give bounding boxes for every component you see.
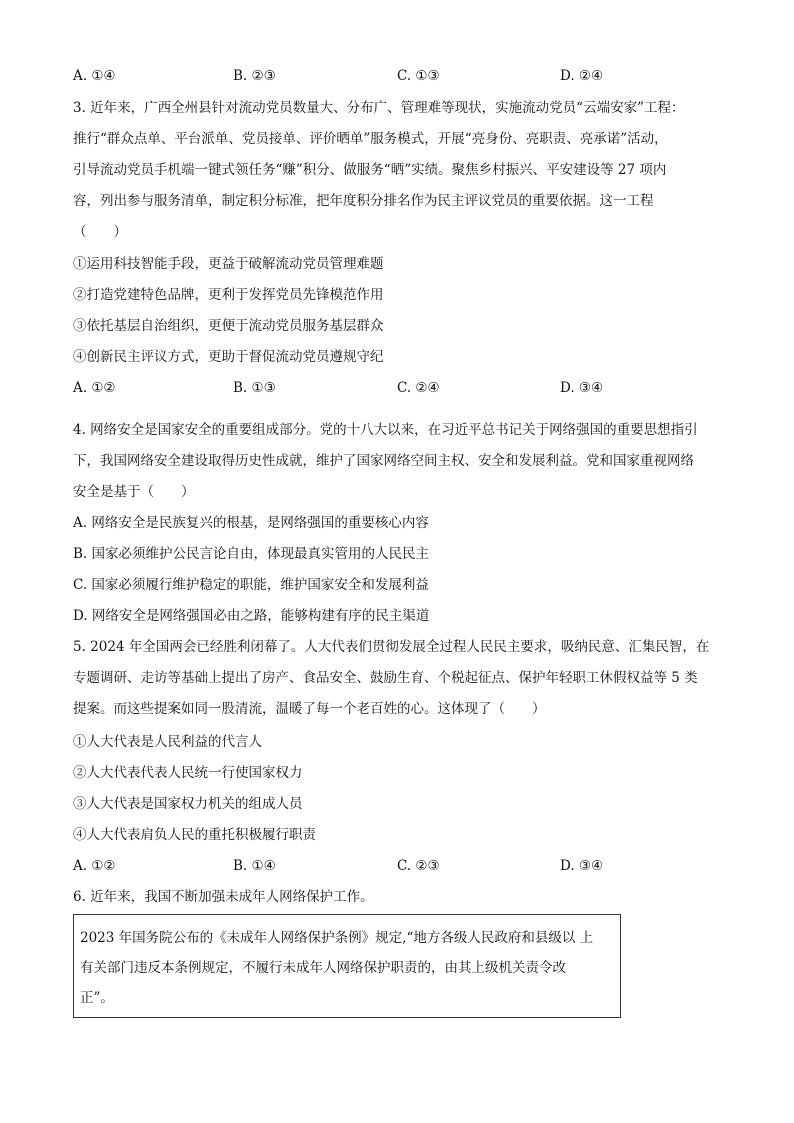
q4-choice-c: C. 国家必须履行维护稳定的职能，维护国家安全和发展利益 — [73, 577, 429, 593]
q5-statement-4: ④人大代表肩负人民的重托积极履行职责 — [73, 827, 316, 843]
q6-quote-box — [73, 914, 621, 1018]
q5-options — [73, 856, 633, 876]
q2-option-c: C. ①③ — [397, 68, 440, 84]
q6-quote-line-2: 有关部门违反本条例规定，不履行未成年人网络保护职责的，由其上级机关责令改 — [80, 960, 566, 976]
q5-option-a: A. ①② — [73, 858, 116, 874]
q4-choice-d: D. 网络安全是网络强国必由之路，能够构建有序的民主渠道 — [73, 608, 430, 624]
q4-choice-a: A. 网络安全是民族复兴的根基，是网络强国的重要核心内容 — [73, 515, 429, 531]
q5-stem-line-1: 5. 2024 年全国两会已经胜利闭幕了。人大代表们贯彻发展全过程人民民主要求，吸纳民意、汇集民智，在 — [73, 639, 710, 655]
q3-option-c: C. ②④ — [397, 380, 440, 396]
q2-option-d: D. ②④ — [560, 68, 604, 84]
q3-stem-line-2: 推行“群众点单、平台派单、党员接单、评价晒单”服务模式，开展“亮身份、亮职责、亮承诺”活动， — [73, 131, 668, 147]
q6-quote-line-3: 正”。 — [80, 990, 114, 1006]
q2-option-b: B. ②③ — [233, 68, 276, 84]
q3-stem-line-1: 3. 近年来，广西全州县针对流动党员数量大、分布广、管理难等现状，实施流动党员“云端安家”工程： — [73, 100, 685, 116]
q3-stem-line-3: 引导流动党员手机端一键式领任务“赚”积分、做服务“晒”实绩。聚焦乡村振兴、平安建设等 27 项内 — [73, 162, 667, 178]
q5-statement-1: ①人大代表是人民利益的代言人 — [73, 734, 262, 750]
q3-statement-4: ④创新民主评议方式，更助于督促流动党员遵规守纪 — [73, 349, 384, 365]
q4-stem-line-1: 4. 网络安全是国家安全的重要组成部分。党的十八大以来，在习近平总书记关于网络强国的重要思想指引 — [73, 422, 698, 438]
q4-stem-line-3: 安全是基于（ ） — [73, 484, 195, 500]
q3-statement-1: ①运用科技智能手段，更益于破解流动党员管理难题 — [73, 256, 384, 272]
q3-statement-2: ②打造党建特色品牌，更利于发挥党员先锋模范作用 — [73, 287, 384, 303]
q3-stem-line-4: 容，列出参与服务清单，制定积分标准，把年度积分排名作为民主评议党员的重要依据。这一工程 — [73, 193, 654, 209]
q6-intro: 6. 近年来，我国不断加强未成年人网络保护工作。 — [73, 889, 374, 905]
q3-stem-line-5: （ ） — [73, 224, 127, 240]
q5-option-c: C. ②③ — [397, 858, 440, 874]
q6-quote-line-1: 2023 年国务院公布的《未成年人网络保护条例》规定,“地方各级人民政府和县级以 上 — [80, 930, 594, 946]
q5-statement-2: ②人大代表代表人民统一行使国家权力 — [73, 765, 303, 781]
q3-option-d: D. ③④ — [560, 380, 604, 396]
q3-option-b: B. ①③ — [233, 380, 276, 396]
q5-stem-line-2: 专题调研、走访等基础上提出了房产、食品安全、鼓励生育、个税起征点、保护年轻职工休假权益等 5 类 — [73, 670, 698, 686]
q3-option-a: A. ①② — [73, 380, 116, 396]
q3-options — [73, 378, 633, 398]
q5-stem-line-3: 提案。而这些提案如同一股清流，温暖了每一个老百姓的心。这体现了（ ） — [73, 701, 546, 717]
q5-option-d: D. ③④ — [560, 858, 604, 874]
q4-choice-b: B. 国家必须维护公民言论自由，体现最真实管用的人民民主 — [73, 546, 430, 562]
q5-option-b: B. ①④ — [233, 858, 276, 874]
q5-statement-3: ③人大代表是国家权力机关的组成人员 — [73, 796, 303, 812]
q3-statement-3: ③依托基层自治组织，更便于流动党员服务基层群众 — [73, 318, 384, 334]
q4-stem-line-2: 下，我国网络安全建设取得历史性成就，维护了国家网络空间主权、安全和发展利益。党和国家重视网络 — [73, 453, 694, 469]
q2-options — [73, 66, 633, 86]
q2-option-a: A. ①④ — [73, 68, 116, 84]
